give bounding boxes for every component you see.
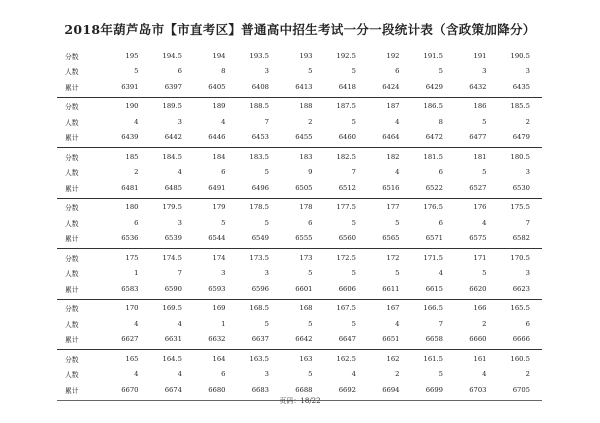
table-cell-count: 5: [482, 168, 487, 177]
table-cell-count: 4: [482, 218, 487, 227]
table-cell-count: 6: [221, 168, 226, 177]
table-cell-cumulative: 6512: [338, 183, 356, 192]
table-cell-count: 4: [177, 370, 182, 379]
table-row-count: [57, 114, 542, 130]
table-cell-count: 4: [221, 117, 226, 126]
table-cell-cumulative: 6472: [425, 133, 443, 142]
table-cell-cumulative: 6632: [208, 335, 226, 344]
table-cell-cumulative: 6485: [164, 183, 182, 192]
table-cell-score: 173: [299, 253, 313, 262]
table-cell-count: 3: [177, 117, 182, 126]
table-cell-score: 184: [212, 152, 226, 161]
table-cell-count: 3: [482, 67, 487, 76]
table-row-cumulative: [57, 231, 542, 247]
table-cell-count: 5: [351, 269, 356, 278]
table-cell-score: 173.5: [249, 253, 269, 262]
table-cell-count: 2: [482, 319, 487, 328]
table-cell-count: 2: [308, 117, 313, 126]
table-cell-count: 5: [351, 319, 356, 328]
table-cell-score: 163.5: [249, 354, 269, 363]
table-cell-cumulative: 6530: [512, 183, 530, 192]
row-label-score: 分数: [65, 254, 79, 263]
table-cell-count: 2: [525, 117, 530, 126]
table-cell-score: 172: [386, 253, 400, 262]
table-cell-score: 186.5: [423, 102, 443, 111]
table-cell-cumulative: 6527: [469, 183, 487, 192]
row-label-cumulative: 累计: [65, 184, 79, 193]
table-group: [57, 47, 542, 98]
row-label-count: 人数: [65, 270, 79, 279]
table-cell-cumulative: 6601: [295, 284, 313, 293]
table-row-cumulative: [57, 281, 542, 297]
document-title: 2018年葫芦岛市【市直考区】普通高中招生考试一分一段统计表（含政策加降分）: [64, 22, 536, 37]
table-cell-count: 5: [438, 67, 443, 76]
table-cell-cumulative: 6397: [164, 82, 182, 91]
table-cell-count: 7: [264, 117, 269, 126]
table-cell-cumulative: 6623: [512, 284, 530, 293]
table-row-cumulative: [57, 130, 542, 146]
table-row-score: [57, 48, 542, 64]
page-number: 页码：18/22: [279, 397, 321, 405]
table-cell-cumulative: 6593: [208, 284, 226, 293]
table-row-count: [57, 266, 542, 282]
table-cell-cumulative: 6516: [382, 183, 400, 192]
table-cell-score: 193: [299, 51, 313, 60]
table-cell-score: 168: [299, 304, 313, 313]
table-cell-score: 165: [125, 354, 139, 363]
table-cell-score: 167.5: [336, 304, 356, 313]
table-cell-count: 2: [134, 168, 139, 177]
table-cell-count: 5: [395, 269, 400, 278]
table-cell-count: 1: [221, 319, 226, 328]
table-cell-count: 3: [221, 269, 226, 278]
table-cell-count: 6: [395, 67, 400, 76]
table-cell-score: 164.5: [162, 354, 182, 363]
row-label-count: 人数: [65, 68, 79, 77]
table-group: [57, 249, 542, 300]
table-cell-score: 175.5: [510, 203, 530, 212]
row-label-score: 分数: [65, 355, 79, 364]
table-cell-cumulative: 6491: [208, 183, 226, 192]
table-group: [57, 199, 542, 250]
table-cell-count: 4: [438, 269, 443, 278]
table-cell-score: 176.5: [423, 203, 443, 212]
table-row-cumulative: [57, 180, 542, 196]
table-cell-score: 185: [125, 152, 139, 161]
table-cell-count: 4: [395, 168, 400, 177]
table-cell-cumulative: 6658: [425, 335, 443, 344]
table-cell-score: 161.5: [423, 354, 443, 363]
table-cell-cumulative: 6596: [251, 284, 269, 293]
table-cell-cumulative: 6536: [121, 234, 139, 243]
table-cell-cumulative: 6590: [164, 284, 182, 293]
table-cell-count: 3: [264, 269, 269, 278]
table-cell-count: 9: [308, 168, 313, 177]
table-cell-count: 5: [395, 218, 400, 227]
table-cell-cumulative: 6651: [382, 335, 400, 344]
table-cell-count: 5: [134, 67, 139, 76]
table-cell-cumulative: 6453: [251, 133, 269, 142]
table-cell-cumulative: 6496: [251, 183, 269, 192]
table-cell-cumulative: 6670: [121, 385, 139, 394]
table-cell-score: 175: [125, 253, 139, 262]
table-cell-cumulative: 6606: [338, 284, 356, 293]
table-cell-score: 161: [473, 354, 487, 363]
table-cell-score: 174.5: [162, 253, 182, 262]
table-cell-score: 160.5: [510, 354, 530, 363]
table-cell-score: 166: [473, 304, 487, 313]
table-row-score: [57, 149, 542, 165]
table-cell-count: 5: [351, 67, 356, 76]
table-cell-cumulative: 6424: [382, 82, 400, 91]
table-cell-count: 4: [134, 117, 139, 126]
table-row-score: [57, 250, 542, 266]
table-cell-count: 3: [264, 370, 269, 379]
table-cell-cumulative: 6627: [121, 335, 139, 344]
table-cell-count: 6: [221, 370, 226, 379]
table-group: [57, 98, 542, 149]
table-cell-cumulative: 6439: [121, 133, 139, 142]
table-cell-count: 4: [395, 117, 400, 126]
table-cell-count: 4: [177, 319, 182, 328]
table-cell-cumulative: 6631: [164, 335, 182, 344]
table-cell-count: 5: [264, 218, 269, 227]
table-cell-score: 190.5: [510, 51, 530, 60]
table-row-count: [57, 165, 542, 181]
table-cell-score: 189.5: [162, 102, 182, 111]
table-cell-count: 6: [134, 218, 139, 227]
table-cell-score: 193.5: [249, 51, 269, 60]
table-cell-cumulative: 6647: [338, 335, 356, 344]
table-cell-cumulative: 6666: [512, 335, 530, 344]
score-distribution-table: [57, 47, 542, 401]
table-cell-count: 8: [221, 67, 226, 76]
table-cell-cumulative: 6560: [338, 234, 356, 243]
table-cell-count: 3: [525, 269, 530, 278]
table-cell-cumulative: 6575: [469, 234, 487, 243]
table-cell-cumulative: 6620: [469, 284, 487, 293]
table-cell-score: 168.5: [249, 304, 269, 313]
table-cell-cumulative: 6413: [295, 82, 313, 91]
table-cell-count: 6: [438, 218, 443, 227]
row-label-cumulative: 累计: [65, 336, 79, 345]
row-label-score: 分数: [65, 103, 79, 112]
table-cell-cumulative: 6703: [469, 385, 487, 394]
table-cell-score: 163: [299, 354, 313, 363]
table-cell-count: 3: [264, 67, 269, 76]
table-cell-count: 3: [177, 218, 182, 227]
table-cell-score: 180: [125, 203, 139, 212]
table-cell-cumulative: 6446: [208, 133, 226, 142]
table-row-score: [57, 301, 542, 317]
table-cell-count: 5: [308, 67, 313, 76]
table-cell-cumulative: 6391: [121, 82, 139, 91]
row-label-score: 分数: [65, 153, 79, 162]
table-cell-cumulative: 6522: [425, 183, 443, 192]
table-cell-cumulative: 6418: [338, 82, 356, 91]
table-cell-count: 7: [177, 269, 182, 278]
table-cell-score: 165.5: [510, 304, 530, 313]
table-group: [57, 300, 542, 351]
table-cell-score: 177: [386, 203, 400, 212]
table-cell-count: 4: [134, 370, 139, 379]
table-cell-score: 190: [125, 102, 139, 111]
row-label-count: 人数: [65, 169, 79, 178]
table-cell-cumulative: 6539: [164, 234, 182, 243]
table-group: [57, 148, 542, 199]
table-cell-count: 5: [221, 218, 226, 227]
table-cell-score: 171: [473, 253, 487, 262]
table-cell-cumulative: 6694: [382, 385, 400, 394]
table-cell-score: 186: [473, 102, 487, 111]
table-cell-cumulative: 6565: [382, 234, 400, 243]
table-cell-cumulative: 6432: [469, 82, 487, 91]
table-cell-score: 182.5: [336, 152, 356, 161]
table-cell-score: 169: [212, 304, 226, 313]
table-cell-count: 4: [177, 168, 182, 177]
table-cell-count: 3: [525, 67, 530, 76]
table-cell-count: 5: [264, 319, 269, 328]
table-cell-score: 184.5: [162, 152, 182, 161]
table-cell-count: 5: [438, 370, 443, 379]
table-cell-score: 170: [125, 304, 139, 313]
table-cell-cumulative: 6705: [512, 385, 530, 394]
table-cell-score: 180.5: [510, 152, 530, 161]
table-cell-count: 6: [438, 168, 443, 177]
table-cell-count: 6: [177, 67, 182, 76]
table-cell-cumulative: 6442: [164, 133, 182, 142]
table-cell-score: 162.5: [336, 354, 356, 363]
table-cell-count: 8: [438, 117, 443, 126]
table-cell-score: 188: [299, 102, 313, 111]
row-label-cumulative: 累计: [65, 134, 79, 143]
table-cell-count: 2: [395, 370, 400, 379]
table-cell-count: 3: [525, 168, 530, 177]
table-cell-count: 5: [308, 269, 313, 278]
row-label-count: 人数: [65, 320, 79, 329]
table-cell-score: 195: [125, 51, 139, 60]
table-cell-cumulative: 6477: [469, 133, 487, 142]
table-cell-score: 191.5: [423, 51, 443, 60]
table-cell-count: 2: [525, 370, 530, 379]
table-cell-score: 166.5: [423, 304, 443, 313]
table-cell-cumulative: 6555: [295, 234, 313, 243]
table-cell-score: 174: [212, 253, 226, 262]
table-cell-count: 4: [134, 319, 139, 328]
table-cell-cumulative: 6680: [208, 385, 226, 394]
table-cell-cumulative: 6699: [425, 385, 443, 394]
table-cell-score: 178.5: [249, 203, 269, 212]
table-cell-count: 5: [264, 168, 269, 177]
table-cell-cumulative: 6505: [295, 183, 313, 192]
table-cell-score: 183.5: [249, 152, 269, 161]
table-cell-score: 167: [386, 304, 400, 313]
table-cell-score: 194.5: [162, 51, 182, 60]
table-cell-score: 182: [386, 152, 400, 161]
row-label-cumulative: 累计: [65, 83, 79, 92]
table-row-cumulative: [57, 332, 542, 348]
table-cell-cumulative: 6660: [469, 335, 487, 344]
table-cell-count: 5: [308, 370, 313, 379]
table-cell-score: 185.5: [510, 102, 530, 111]
table-cell-score: 188.5: [249, 102, 269, 111]
table-cell-score: 192: [386, 51, 400, 60]
table-cell-count: 6: [308, 218, 313, 227]
table-cell-cumulative: 6583: [121, 284, 139, 293]
table-cell-count: 4: [482, 370, 487, 379]
table-cell-cumulative: 6611: [382, 284, 400, 293]
table-cell-cumulative: 6544: [208, 234, 226, 243]
table-cell-cumulative: 6408: [251, 82, 269, 91]
table-cell-cumulative: 6688: [295, 385, 313, 394]
table-cell-score: 169.5: [162, 304, 182, 313]
table-cell-score: 179.5: [162, 203, 182, 212]
row-label-count: 人数: [65, 371, 79, 380]
table-cell-cumulative: 6460: [338, 133, 356, 142]
table-cell-cumulative: 6435: [512, 82, 530, 91]
table-row-count: [57, 367, 542, 383]
table-group: [57, 350, 542, 401]
table-row-cumulative: [57, 79, 542, 95]
table-cell-cumulative: 6481: [121, 183, 139, 192]
table-cell-score: 178: [299, 203, 313, 212]
table-cell-count: 7: [351, 168, 356, 177]
table-cell-cumulative: 6455: [295, 133, 313, 142]
table-cell-cumulative: 6615: [425, 284, 443, 293]
table-row-count: [57, 215, 542, 231]
table-cell-cumulative: 6642: [295, 335, 313, 344]
table-cell-cumulative: 6429: [425, 82, 443, 91]
table-cell-score: 191: [473, 51, 487, 60]
row-label-count: 人数: [65, 118, 79, 127]
row-label-cumulative: 累计: [65, 235, 79, 244]
table-row-score: [57, 99, 542, 115]
table-cell-cumulative: 6674: [164, 385, 182, 394]
table-cell-cumulative: 6637: [251, 335, 269, 344]
table-cell-cumulative: 6549: [251, 234, 269, 243]
table-cell-score: 181: [473, 152, 487, 161]
table-cell-score: 164: [212, 354, 226, 363]
table-cell-count: 6: [525, 319, 530, 328]
table-cell-cumulative: 6571: [425, 234, 443, 243]
table-cell-score: 194: [212, 51, 226, 60]
table-cell-cumulative: 6479: [512, 133, 530, 142]
table-cell-score: 183: [299, 152, 313, 161]
table-cell-count: 5: [351, 218, 356, 227]
table-cell-count: 5: [351, 117, 356, 126]
table-cell-count: 4: [395, 319, 400, 328]
table-row-count: [57, 316, 542, 332]
table-cell-count: 1: [134, 269, 139, 278]
table-cell-score: 170.5: [510, 253, 530, 262]
row-label-count: 人数: [65, 219, 79, 228]
table-cell-score: 171.5: [423, 253, 443, 262]
table-cell-count: 5: [482, 269, 487, 278]
table-cell-cumulative: 6464: [382, 133, 400, 142]
table-row-score: [57, 200, 542, 216]
row-label-cumulative: 累计: [65, 285, 79, 294]
table-cell-count: 7: [525, 218, 530, 227]
table-cell-score: 176: [473, 203, 487, 212]
table-cell-count: 7: [438, 319, 443, 328]
table-cell-score: 177.5: [336, 203, 356, 212]
row-label-cumulative: 累计: [65, 386, 79, 395]
table-cell-score: 179: [212, 203, 226, 212]
table-cell-score: 181.5: [423, 152, 443, 161]
table-cell-score: 187: [386, 102, 400, 111]
row-label-score: 分数: [65, 305, 79, 314]
table-cell-score: 187.5: [336, 102, 356, 111]
table-cell-count: 4: [351, 370, 356, 379]
table-cell-score: 172.5: [336, 253, 356, 262]
table-cell-score: 162: [386, 354, 400, 363]
table-cell-cumulative: 6683: [251, 385, 269, 394]
table-cell-score: 192.5: [336, 51, 356, 60]
row-label-score: 分数: [65, 52, 79, 61]
table-cell-cumulative: 6582: [512, 234, 530, 243]
table-cell-count: 5: [482, 117, 487, 126]
table-row-count: [57, 64, 542, 80]
table-cell-cumulative: 6405: [208, 82, 226, 91]
row-label-score: 分数: [65, 204, 79, 213]
table-cell-score: 189: [212, 102, 226, 111]
table-row-score: [57, 351, 542, 367]
table-cell-count: 5: [308, 319, 313, 328]
table-cell-cumulative: 6692: [338, 385, 356, 394]
